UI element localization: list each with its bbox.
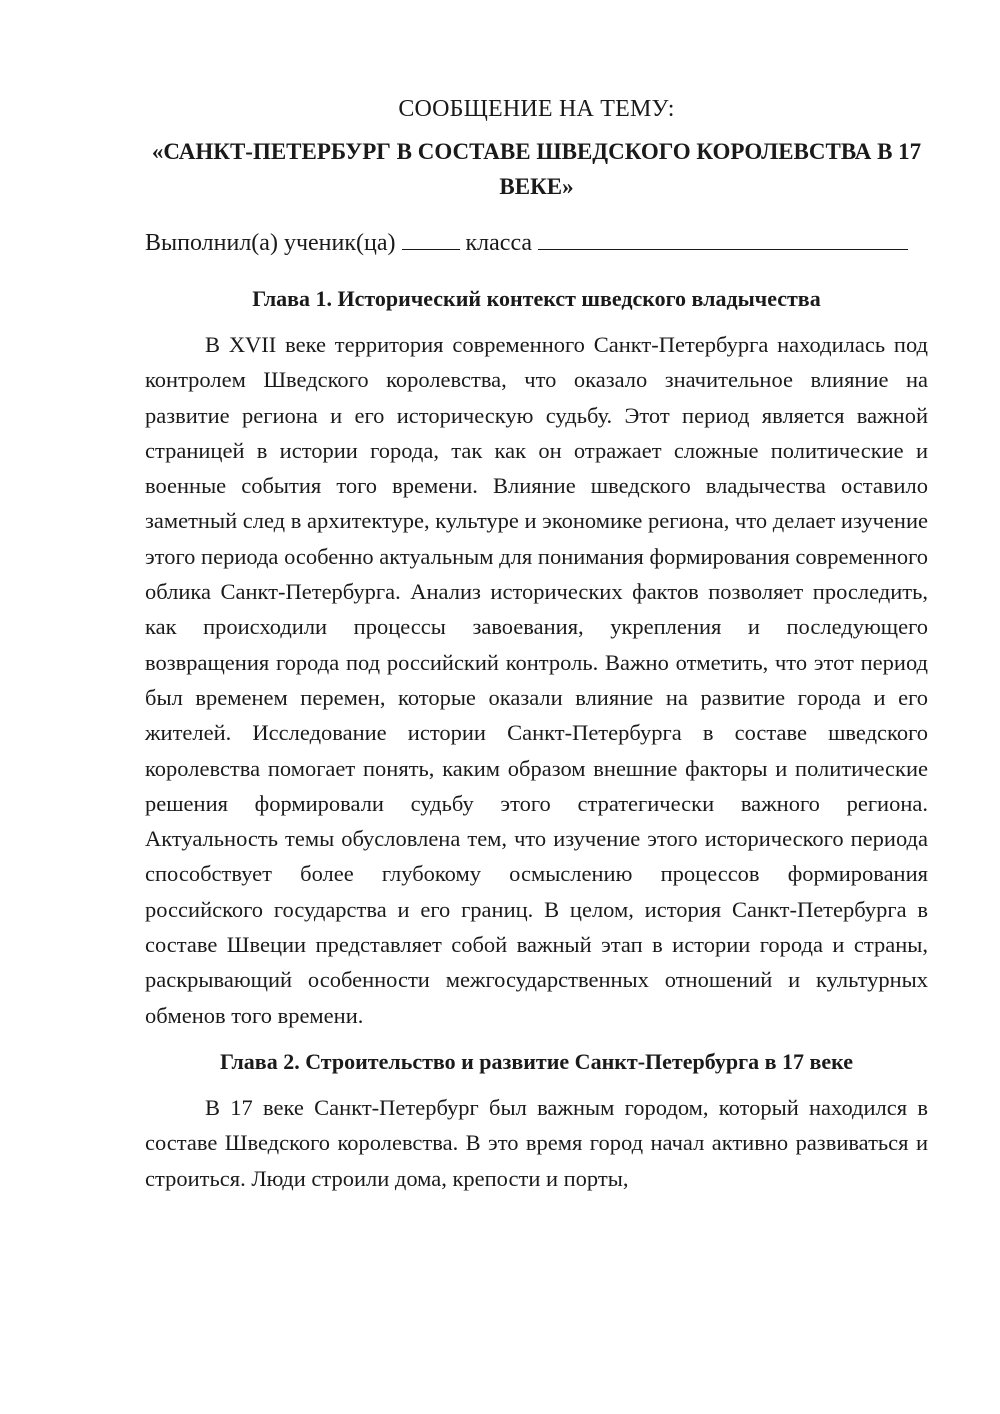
- chapter-1-paragraph: В XVII веке территория современного Санкт-Петербурга находилась под контролем Шведского королевства, что оказало значительное влияние на развитие региона и его историческую судьбу. Этот период является важной страницей в истории города, так как он отражает сложные политические и военные события того времени. Влияние шведского владычества оставило заметный след в архитектуре, культуре и экономике региона, что делает изучение этого периода особенно актуальным для понимания формирования современного облика Санкт-Петербурга. Анализ исторических фактов позволяет проследить, как происходили процессы завоевания, укрепления и последующего возвращения города под российский контроль. Важно отметить, что этот период был временем перемен, которые оказали влияние на развитие города и его жителей. Исследование истории Санкт-Петербурга в составе шведского королевства помогает понять, каким образом внешние факторы и политические решения формировали судьбу этого стратегически важного региона. Актуальность темы обусловлена тем, что изучение этого исторического периода способствует более глубокому осмыслению процессов формирования российского государства и его границ. В целом, история Санкт-Петербурга в составе Швеции представляет собой важный этап в истории города и страны, раскрывающий особенности межгосударственных отношений и культурных обменов того времени.: [145, 332, 928, 1028]
- report-title: «САНКТ-ПЕТЕРБУРГ В СОСТАВЕ ШВЕДСКОГО КОРОЛЕВСТВА В 17 ВЕКЕ»: [151, 139, 922, 199]
- report-label: СООБЩЕНИЕ НА ТЕМУ:: [398, 96, 675, 122]
- class-number-blank[interactable]: [402, 227, 460, 250]
- author-line: [145, 226, 928, 260]
- chapter-1-heading: Глава 1. Исторический контекст шведского владычества: [252, 286, 821, 311]
- chapter-2-paragraph: В 17 веке Санкт-Петербург был важным городом, который находился в составе Шведского королевства. В это время город начал активно развиваться и строиться. Люди строили дома, крепости и порты,: [145, 1094, 928, 1191]
- author-prefix: Выполнил(а) ученик(ца): [145, 230, 396, 256]
- document-page: [145, 92, 928, 1208]
- class-word: класса: [465, 230, 533, 256]
- chapter-2-heading: Глава 2. Строительство и развитие Санкт-Петербурга в 17 веке: [219, 1048, 854, 1074]
- student-name-blank[interactable]: [538, 227, 908, 250]
